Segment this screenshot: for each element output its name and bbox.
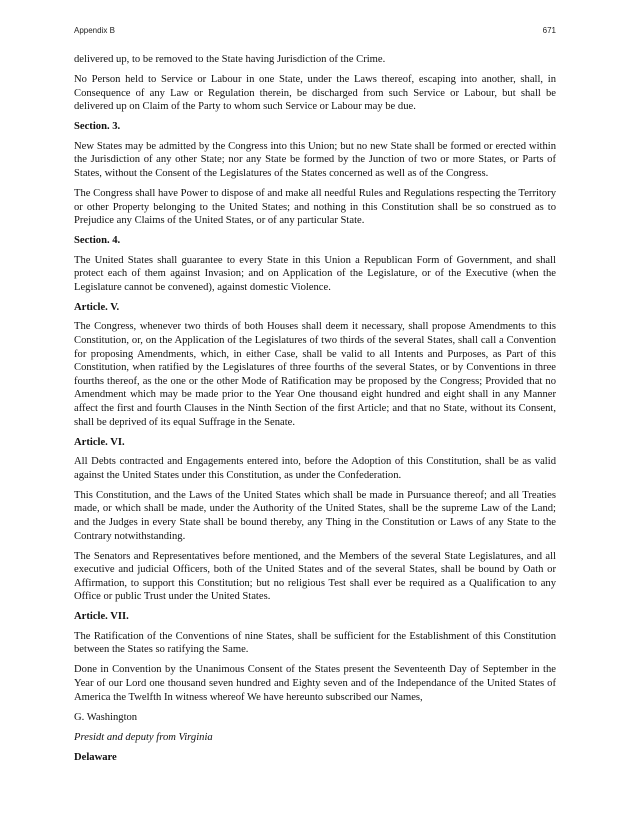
document-body [74, 53, 556, 770]
page-number: 671 [542, 26, 556, 35]
section-heading: Section. 4. [74, 235, 121, 247]
paragraph: This Constitution, and the Laws of the United States which shall be made in Pursuance thereof; and all Treaties made, or which shall be made, under the Authority of the United States, shall be the supreme Law of the Land; and the Judges in every State shall be bound thereby, any Thing in the Constitution or Laws of any State to the Contrary notwithstanding. [74, 489, 556, 542]
section-heading: Section. 3. [74, 121, 121, 133]
paragraph: All Debts contracted and Engagements entered into, before the Adoption of this Constitution, shall be as valid against the United States under this Constitution, as under the Confederation. [74, 456, 556, 481]
section-label: Appendix B [74, 26, 115, 35]
paragraph: The Congress shall have Power to dispose of and make all needful Rules and Regulations respecting the Territory or other Property belonging to the United States; and nothing in this Constitution shall be so construed as to Prejudice any Claims of the United States, or of any particular State. [74, 187, 556, 227]
paragraph: The Ratification of the Conventions of nine States, shall be sufficient for the Establishment of this Constitution between the States so ratifying the Same. [74, 630, 556, 656]
paragraph: No Person held to Service or Labour in one State, under the Laws thereof, escaping into another, shall, in Consequence of any Law or Regulation therein, be discharged from such Service or Labour, but shall be delivered up on Claim of the Party to whom such Service or Labour may be due. [74, 73, 556, 113]
state-heading: Delaware [74, 751, 117, 763]
signer-name: G. Washington [74, 711, 138, 723]
article-heading: Article. VII. [74, 611, 129, 623]
paragraph: New States may be admitted by the Congress into this Union; but no new State shall be formed or erected within the Jurisdiction of any other State; nor any State be formed by the Junction of two or more States, or Parts of States, without the Consent of the Legislatures of the States concerned as well as of the Congress. [74, 140, 556, 179]
article-heading: Article. V. [74, 301, 120, 313]
paragraph: Done in Convention by the Unanimous Consent of the States present the Seventeenth Day of September in the Year of our Lord one thousand seven hundred and Eighty seven and of the Independance of the United States of America the Twelfth In witness whereof We have hereunto subscribed our Names, [74, 664, 556, 703]
paragraph: The Senators and Representatives before mentioned, and the Members of the several State Legislatures, and all executive and judicial Officers, both of the United States and of the several States, shall be bound by Oath or Affirmation, to support this Constitution; but no religious Test shall ever be required as a Qualification to any Office or public Trust under the United States. [74, 550, 556, 603]
paragraph: The United States shall guarantee to every State in this Union a Republican Form of Government, and shall protect each of them against Invasion; and on Application of the Legislature, or of the Executive (when the Legislature cannot be convened), against domestic Violence. [74, 254, 556, 293]
article-heading: Article. VI. [74, 436, 125, 448]
paragraph: delivered up, to be removed to the State having Jurisdiction of the Crime. [74, 54, 386, 65]
signer-title: Presidt and deputy from Virginia [74, 731, 213, 743]
paragraph: The Congress, whenever two thirds of both Houses shall deem it necessary, shall propose Amendments to this Constitution, or, on the Application of the Legislatures of two thirds of the several States, shall call a Convention for proposing Amendments, which, in either Case, shall be valid to all Intents and Purposes, as Part of this Constitution, when ratified by the Legislatures of three fourths of the several States, or by Conventions in three fourths thereof, as the one or the other Mode of Ratification may be proposed by the Congress; Provided that no Amendment which may be made prior to the Year One thousand eight hundred and eight shall in any Manner affect the first and fourth Clauses in the Ninth Section of the first Article; and that no State, without its Consent, shall be deprived of its equal Suffrage in the Senate. [74, 321, 556, 428]
